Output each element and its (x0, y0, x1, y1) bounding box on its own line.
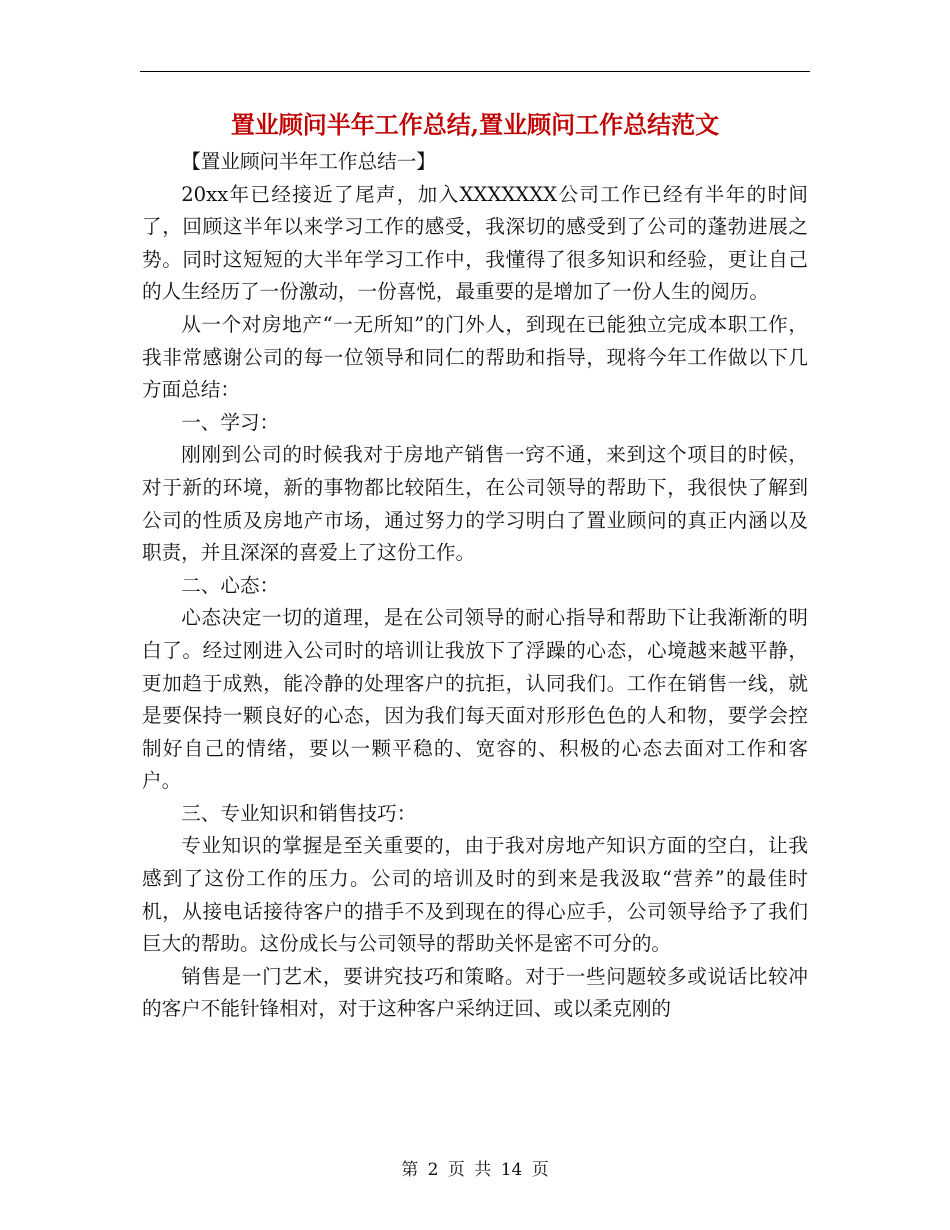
page-footer: 第 2 页 共 14 页 (401, 1160, 549, 1180)
section-heading: 一、学习： (181, 410, 280, 434)
paragraph: 心态决定一切的道理，是在公司领导的耐心指导和帮助下让我渐渐的明白了。经过刚进入公司时的培训让我放下了浮躁的心态，心境越来越平静，更加趋于成熟，能冷静的处理客户的抗拒，认同我们。工作在销售一线，就是要保持一颗良好的心态，因为我们每天面对形形色色的人和物，要学会控制好自己的情绪，要以一颗平稳的、宽容的、积极的心态去面对工作和客户。 (142, 606, 808, 793)
document-body (142, 146, 808, 1026)
header-rule (140, 71, 810, 72)
document-title: 置业顾问半年工作总结,置业顾问工作总结范文 (230, 110, 720, 139)
paragraph: 20xx年已经接近了尾声，加入XXXXXXX公司工作已经有半年的时间了，回顾这半年以来学习工作的感受，我深切的感受到了公司的蓬勃进展之势。同时这短短的大半年学习工作中，我懂得了很多知识和经验，更让自己的人生经历了一份激动，一份喜悦，最重要的是增加了一份人生的阅历。 (142, 182, 808, 304)
section-heading: 三、专业知识和销售技巧： (181, 801, 417, 825)
paragraph: 刚刚到公司的时候我对于房地产销售一窍不通，来到这个项目的时候，对于新的环境，新的事物都比较陌生，在公司领导的帮助下，我很快了解到公司的性质及房地产市场，通过努力的学习明白了置业顾问的真正内涵以及职责，并且深深的喜爱上了这份工作。 (142, 443, 808, 565)
paragraph: 专业知识的掌握是至关重要的，由于我对房地产知识方面的空白，让我感到了这份工作的压力。公司的培训及时的到来是我汲取“营养”的最佳时机，从接电话接待客户的措手不及到现在的得心应手，公司领导给予了我们巨大的帮助。这份成长与公司领导的帮助关怀是密不可分的。 (142, 834, 808, 956)
section-heading: 二、心态： (181, 573, 280, 597)
paragraph: 销售是一门艺术，要讲究技巧和策略。对于一些问题较多或说话比较冲的客户不能针锋相对，对于这种客户采纳迂回、或以柔克刚的 (142, 964, 808, 1021)
paragraph: 从一个对房地产“一无所知”的门外人，到现在已能独立完成本职工作，我非常感谢公司的每一位领导和同仁的帮助和指导，现将今年工作做以下几方面总结： (142, 312, 808, 402)
paragraph: 【置业顾问半年工作总结一】 (181, 150, 436, 173)
